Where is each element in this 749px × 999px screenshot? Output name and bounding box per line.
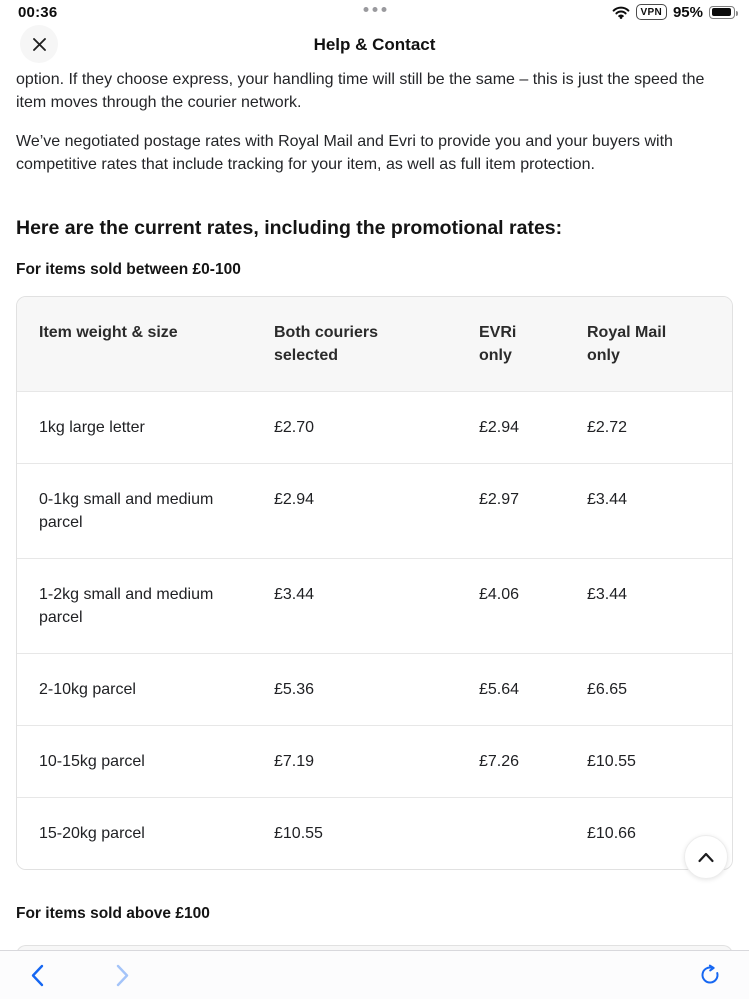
section-heading: Here are the current rates, including the promotional rates:: [16, 217, 563, 239]
paragraph-2: We’ve negotiated postage rates with Royal Mail and Evri to provide you and your buyers with competitive rates that include tracking for your item, as well as full item protection.: [16, 133, 673, 173]
status-bar: [0, 0, 749, 22]
more-dots-icon: [363, 7, 386, 12]
table-caption-low: For items sold between £0-100: [16, 261, 241, 278]
table-row: [17, 653, 732, 725]
cell-item-label: 1-2kg small and medium parcel: [39, 586, 214, 626]
cell-both-price: £2.94: [274, 491, 315, 508]
refresh-button[interactable]: [695, 960, 725, 990]
paragraph-1: option. If they choose express, your handling time will still be the same – this is just the speed the item moves through the courier network.: [16, 71, 705, 111]
cell-royal-price: £6.65: [587, 681, 628, 698]
cell-both-price: £2.70: [274, 419, 315, 436]
forward-button[interactable]: [112, 960, 134, 991]
column-header-item: Item weight & size: [39, 324, 178, 341]
table-row: [17, 391, 732, 463]
cell-both-price: £7.19: [274, 753, 315, 770]
column-header-royal: Royal Mail only: [587, 324, 667, 364]
nav-header: [0, 22, 749, 68]
chevron-right-icon: [116, 964, 130, 987]
cell-royal-price: £2.72: [587, 419, 628, 436]
close-button[interactable]: [20, 25, 58, 63]
table-row: [17, 463, 732, 558]
rates-table-low: [16, 296, 733, 870]
cell-evri-price: £2.94: [479, 419, 520, 436]
browser-toolbar: [0, 950, 749, 999]
battery-icon: [709, 6, 735, 19]
table-row: [17, 558, 732, 653]
table-header-row: [17, 297, 732, 391]
cell-evri-price: £4.06: [479, 586, 520, 603]
cell-both-price: £3.44: [274, 586, 315, 603]
chevron-up-icon: [696, 850, 716, 864]
cell-evri-price: £5.64: [479, 681, 520, 698]
clock: 00:36: [18, 3, 58, 21]
table-row: [17, 725, 732, 797]
vpn-badge: VPN: [636, 4, 667, 20]
cell-royal-price: £3.44: [587, 491, 628, 508]
table-caption-high: For items sold above £100: [16, 905, 210, 922]
chevron-left-icon: [30, 964, 44, 987]
back-button[interactable]: [26, 960, 48, 991]
refresh-icon: [699, 964, 721, 986]
battery-percent: 95%: [672, 3, 703, 21]
page-title: Help & Contact: [313, 35, 436, 54]
cell-royal-price: £3.44: [587, 586, 628, 603]
close-icon: [32, 37, 47, 52]
column-header-both: Both couriers selected: [274, 324, 379, 364]
scroll-to-top-button[interactable]: [684, 835, 728, 879]
cell-evri-price: [479, 798, 587, 846]
cell-evri-price: £2.97: [479, 491, 520, 508]
table-row: [17, 797, 732, 869]
cell-both-price: £5.36: [274, 681, 315, 698]
cell-both-price: £10.55: [274, 825, 323, 842]
cell-royal-price: £10.55: [587, 753, 636, 770]
cell-royal-price: £10.66: [587, 825, 636, 842]
cell-item-label: 0-1kg small and medium parcel: [39, 491, 214, 531]
cell-item-label: 10-15kg parcel: [39, 753, 145, 770]
status-bar-right: [612, 4, 736, 21]
wifi-icon: [612, 6, 630, 19]
cell-item-label: 1kg large letter: [39, 419, 145, 436]
column-header-evri: EVRi only: [479, 324, 517, 364]
cell-item-label: 15-20kg parcel: [39, 825, 145, 842]
cell-item-label: 2-10kg parcel: [39, 681, 136, 698]
help-article: [0, 68, 749, 961]
cell-evri-price: £7.26: [479, 753, 520, 770]
